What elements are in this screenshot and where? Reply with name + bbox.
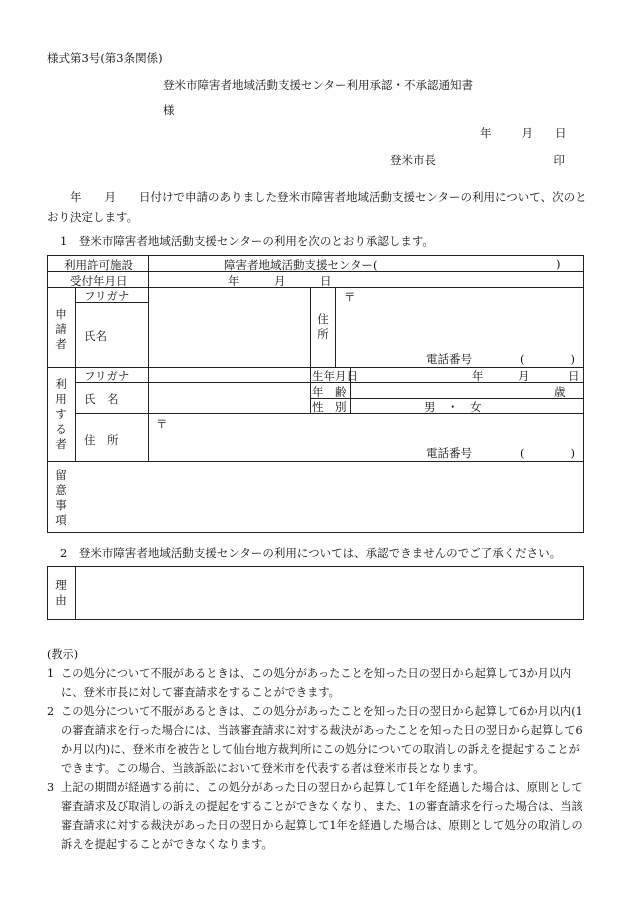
issue-date-month: 月 bbox=[521, 126, 533, 140]
instruction-item bbox=[47, 702, 587, 778]
facility-label: 利用許可施設 bbox=[64, 258, 133, 272]
received-month: 月 bbox=[274, 274, 286, 288]
instruction-text: この処分について不服があるときは、この処分があったことを知った日の翌日から起算して3か月以内に、登米市長に対して審査請求をすることができます。 bbox=[61, 667, 572, 699]
issue-date-day: 日 bbox=[555, 126, 567, 140]
reason-label: 理由 bbox=[55, 578, 67, 607]
user-postal-mark: 〒 bbox=[156, 417, 168, 431]
user-furigana-label: フリガナ bbox=[84, 369, 130, 383]
instruction-number: 3 bbox=[47, 781, 55, 794]
seal-mark: 印 bbox=[553, 153, 565, 167]
applicant-phone-label: 電話番号 bbox=[426, 352, 472, 366]
applicant-address-label: 住所 bbox=[317, 312, 329, 341]
section-approval-heading: 1 登米市障害者地域活動支援センターの利用を次のとおり承認します。 bbox=[60, 234, 434, 248]
instruction-item bbox=[47, 778, 587, 854]
user-sex-options: 男 ・ 女 bbox=[424, 400, 482, 414]
user-birth-month: 月 bbox=[518, 369, 530, 383]
user-phone-paren: ( ) bbox=[520, 446, 575, 460]
mayor-title: 登米市長 bbox=[390, 153, 436, 167]
notes-label: 留意事項 bbox=[55, 468, 67, 527]
form-number: 様式第3号(第3条関係) bbox=[47, 51, 163, 65]
received-date-label: 受付年月日 bbox=[70, 274, 128, 288]
user-birth-day: 日 bbox=[568, 369, 580, 383]
received-year: 年 bbox=[228, 274, 240, 288]
instructions bbox=[47, 645, 587, 854]
applicant-name-label: 氏名 bbox=[84, 329, 107, 343]
applicant-furigana-label: フリガナ bbox=[84, 289, 130, 303]
instruction-number: 2 bbox=[47, 705, 55, 718]
rejection-table bbox=[47, 566, 584, 620]
recipient-honorific: 様 bbox=[163, 103, 175, 117]
issue-date bbox=[480, 125, 567, 141]
user-address-label: 住 所 bbox=[84, 433, 119, 447]
user-age-label: 年 齢 bbox=[312, 385, 347, 399]
approval-table bbox=[47, 255, 584, 533]
instruction-text: この処分について不服があるときは、この処分があったことを知った日の翌日から起算して6か月以内(1の審査請求を行った場合には、当該審査請求に対する裁決があったことを知った日の翌日から起算して6か月以内)に、登米市を被告として仙台地方裁判所にこの処分についての取消しの訴えを提起することができます。この場合、当該訴訟において登米市を代表する者は登米市長となります。 bbox=[61, 705, 583, 775]
intro-text: 年 月 日付けで申請のありました登米市障害者地域活動支援センターの利用について、次のとおり決定します。 bbox=[47, 190, 587, 224]
applicant-postal-mark: 〒 bbox=[344, 290, 356, 304]
issue-date-year: 年 bbox=[480, 126, 492, 140]
instruction-item bbox=[47, 664, 587, 702]
user-phone-label: 電話番号 bbox=[426, 446, 472, 460]
document-title: 登米市障害者地域活動支援センター利用承認・不承認通知書 bbox=[163, 78, 474, 92]
section-rejection-heading: 2 登米市障害者地域活動支援センターの利用については、承認できませんのでご了承ください。 bbox=[60, 546, 562, 560]
user-birth-label: 生年月日 bbox=[312, 369, 358, 383]
user-label: 利用する者 bbox=[55, 377, 67, 451]
instructions-heading: (教示) bbox=[47, 648, 79, 661]
facility-close-paren: ) bbox=[556, 257, 561, 271]
instruction-text: 上記の期間が経過する前に、この処分があった日の翌日から起算して1年を経過した場合は、原則として審査請求及び取消しの訴えの提起をすることができなくなり、また、1の審査請求を行った場合は、当該審査請求に対する裁決があった日の翌日から起算して1年を経過した場合は、原則として処分の取消しの訴えを提起することができなくなります。 bbox=[61, 781, 583, 851]
facility-value: 障害者地域活動支援センター( bbox=[224, 258, 378, 272]
mayor-signature bbox=[390, 152, 565, 168]
user-sex-label: 性 別 bbox=[312, 400, 347, 414]
received-day: 日 bbox=[320, 274, 332, 288]
instruction-number: 1 bbox=[47, 667, 55, 680]
applicant-label: 申請者 bbox=[55, 307, 67, 351]
user-age-unit: 歳 bbox=[554, 385, 566, 399]
user-birth-year: 年 bbox=[472, 369, 484, 383]
applicant-phone-paren: ( ) bbox=[520, 352, 575, 366]
user-name-label: 氏 名 bbox=[84, 392, 119, 406]
